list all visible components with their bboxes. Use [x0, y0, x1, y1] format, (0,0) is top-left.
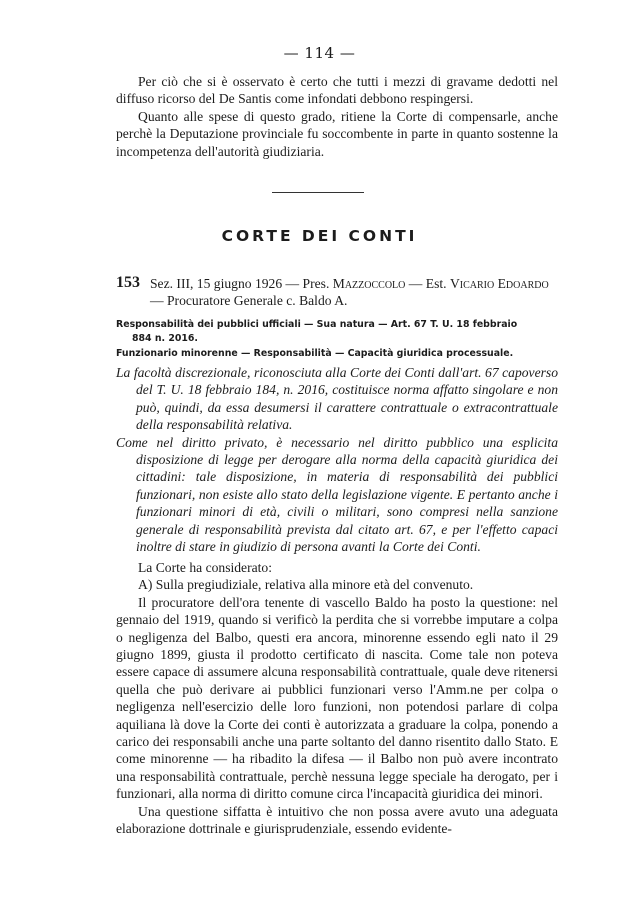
holdings	[116, 364, 558, 555]
case-header-text: — Est.	[405, 276, 450, 291]
holding: La facoltà discrezionale, riconosciuta alla Corte dei Conti dall'art. 67 capoverso del T. U. 18 febbraio 184, n. 2016, costituisce norma affatto singolare e non può, quindi, da essa desumersi il carattere contrattuale o extracontrattuale della responsabilità relativa.	[116, 365, 558, 433]
paragraph: A) Sulla pregiudiziale, relativa alla minore età del convenuto.	[138, 577, 474, 593]
case-number: 153	[116, 274, 140, 291]
paragraph: Quanto alle spese di questo grado, ritiene la Corte di compensarle, anche perchè la Deputazione provinciale fu soccombente in parte in quanto sostenne la incompetenza dell'autorità giudiziaria.	[116, 108, 558, 159]
paragraph: Una questione siffatta è intuitivo che non possa avere avuto una adeguata elaborazione dottrinale e giurisprudenziale, essendo evidente-	[116, 803, 558, 837]
paragraph: Per ciò che si è osservato è certo che tutti i mezzi di gravame dedotti nel diffuso ricorso del De Santis come infondati debbono respingersi.	[116, 74, 558, 107]
case-header	[150, 275, 558, 310]
paragraph: La Corte ha considerato:	[138, 560, 272, 575]
maxim-line: Funzionario minorenne — Responsabilità — Capacità giuridica processuale.	[116, 348, 514, 359]
maxim-line: Responsabilità dei pubblici ufficiali — Sua natura — Art. 67 T. U. 18 febbraio	[116, 319, 518, 330]
page-number: — 114 —	[283, 44, 356, 62]
paragraph: Il procuratore dell'ora tenente di vascello Baldo ha posto la questione: nel gennaio del 1919, quando si verificò la perdita che si vorrebbe imputare a colpa o negligenza del Balbo, questi era ancora, minorenne essendo egli nato il 29 giugno 1899, giusta il prodotto certificato di nascita. Come tale non poteva essere capace di assumere alcuna responsabilità contrattuale, quale deve ritenersi quella che può derivare ai pubblici funzionari verso l'Amm.ne per colpa o negligenza nell'esercizio delle loro funzioni, non potendosi parlare di colpa aquiliana là dove la Corte dei conti è autorizzata a graduare la colpa, ponendo a carico dei responsabili anche una parte soltanto del danno risentito dallo Stato. E come minorenne — ha ribadito la difesa — il Balbo non può avere incontrato una responsabilità contrattuale, perchè nessuna legge speciale ha derogato, per i funzionari, alla norma di diritto comune circa l'incapacità giuridica dei minori.	[116, 594, 558, 802]
section-divider	[272, 192, 364, 193]
case-header-text: — Procuratore Generale c. Baldo A.	[150, 293, 348, 309]
body-text	[116, 559, 558, 838]
maxim	[116, 318, 558, 345]
intro-text	[116, 73, 558, 160]
maxim	[116, 347, 558, 361]
president-name: Mazzoccolo	[332, 276, 406, 291]
holding: Come nel diritto privato, è necessario nel diritto pubblico una esplicita disposizione di legge per derogare alla norma della capacità giuridica dei cittadini: tale disposizione, in materia di responsabilità dei pubblici funzionari, non esiste allo stato della legislazione vigente. E pertanto anche i funzionari minori di età, civili o militari, sono compresi nella sanzione generale di responsabilità prevista dal citato art. 67, e per l'effetto capaci inoltre di stare in giudizio di persona avanti la Corte dei Conti.	[116, 434, 558, 555]
case-header-text: Sez. III, 15 giugno 1926 — Pres.	[150, 276, 333, 291]
maxim-line: 884 n. 2016.	[132, 332, 198, 344]
estensore-name: Vicario Edoardo	[449, 276, 549, 291]
section-title: CORTE DEI CONTI	[221, 227, 418, 245]
